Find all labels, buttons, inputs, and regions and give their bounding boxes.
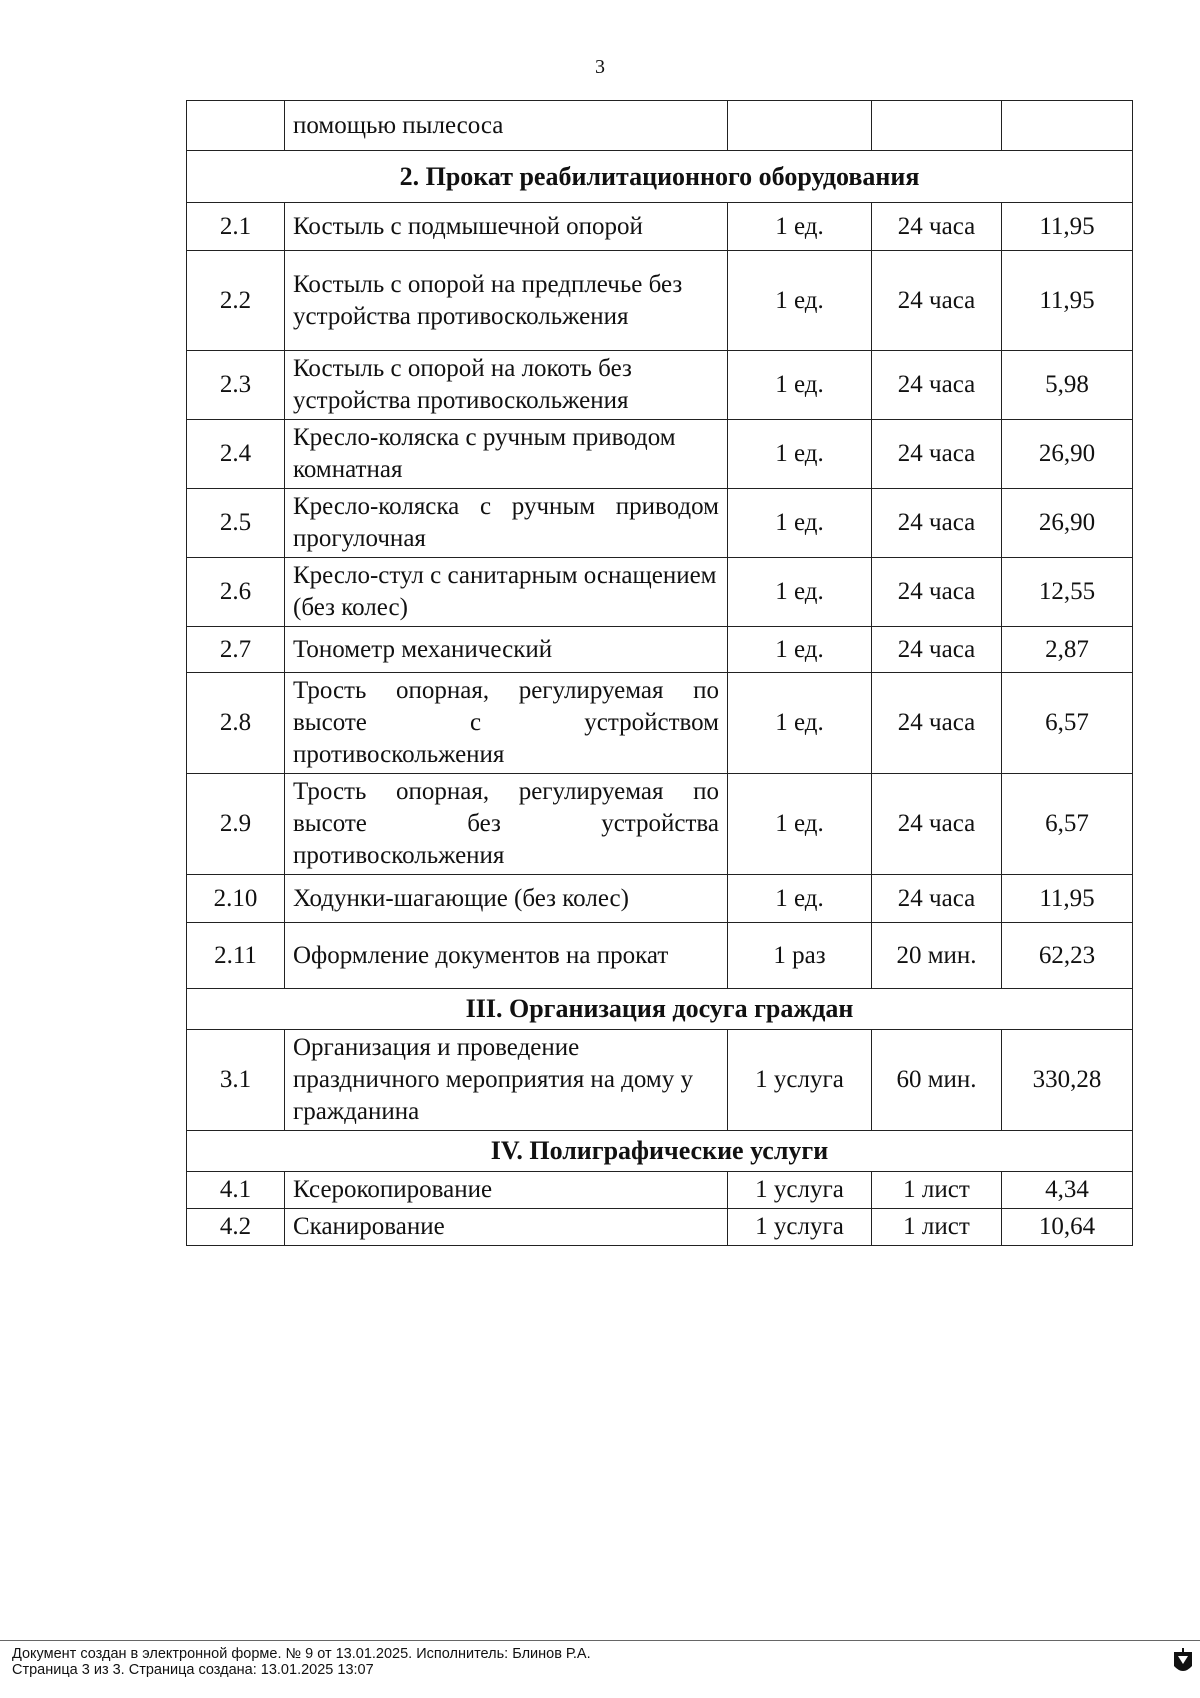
price-cell: 11,95	[1002, 251, 1133, 351]
table-row	[187, 203, 1133, 251]
row-number: 2.1	[187, 203, 285, 251]
service-name: Костыль с подмышечной опорой	[285, 203, 728, 251]
table-row	[187, 251, 1133, 351]
tariff-table	[186, 100, 1133, 1246]
unit-cell: 1 раз	[728, 923, 872, 989]
service-name: Ходунки-шагающие (без колес)	[285, 875, 728, 923]
time-cell: 60 мин.	[872, 1030, 1002, 1131]
unit-cell: 1 ед.	[728, 774, 872, 875]
footer-document-info: Документ создан в электронной форме. № 9 от 13.01.2025. Исполнитель: Блинов Р.А.	[12, 1646, 591, 1662]
time-cell: 24 часа	[872, 774, 1002, 875]
time-cell: 1 лист	[872, 1172, 1002, 1209]
row-number: 2.5	[187, 489, 285, 558]
row-number: 2.6	[187, 558, 285, 627]
service-name: Трость опорная, регулируемая по высоте без устройства противоскольжения	[285, 774, 728, 875]
time-cell: 24 часа	[872, 875, 1002, 923]
service-name: Организация и проведение праздничного мероприятия на дому у гражданина	[285, 1030, 728, 1131]
row-number: 3.1	[187, 1030, 285, 1131]
price-cell	[1002, 101, 1133, 151]
table-row	[187, 1172, 1133, 1209]
price-cell: 26,90	[1002, 420, 1133, 489]
service-name: Сканирование	[285, 1209, 728, 1246]
time-cell: 24 часа	[872, 489, 1002, 558]
price-cell: 330,28	[1002, 1030, 1133, 1131]
service-name: Тонометр механический	[285, 627, 728, 673]
unit-cell: 1 ед.	[728, 627, 872, 673]
price-cell: 2,87	[1002, 627, 1133, 673]
price-cell: 11,95	[1002, 875, 1133, 923]
row-number	[187, 101, 285, 151]
service-name: Оформление документов на прокат	[285, 923, 728, 989]
table-row	[187, 558, 1133, 627]
table-row	[187, 420, 1133, 489]
service-name: помощью пылесоса	[285, 101, 728, 151]
footer-page-info: Страница 3 из 3. Страница создана: 13.01.2025 13:07	[12, 1662, 374, 1678]
price-cell: 62,23	[1002, 923, 1133, 989]
row-number: 4.2	[187, 1209, 285, 1246]
footer-divider	[0, 1640, 1200, 1641]
table-row	[187, 875, 1133, 923]
time-cell: 20 мин.	[872, 923, 1002, 989]
unit-cell: 1 услуга	[728, 1209, 872, 1246]
table-row	[187, 351, 1133, 420]
service-name: Ксерокопирование	[285, 1172, 728, 1209]
price-cell: 5,98	[1002, 351, 1133, 420]
time-cell: 24 часа	[872, 627, 1002, 673]
service-name: Трость опорная, регулируемая по высоте с устройством противоскольжения	[285, 673, 728, 774]
unit-cell: 1 ед.	[728, 420, 872, 489]
unit-cell: 1 услуга	[728, 1172, 872, 1209]
service-name: Костыль с опорой на локоть без устройства противоскольжения	[285, 351, 728, 420]
price-cell: 12,55	[1002, 558, 1133, 627]
unit-cell: 1 ед.	[728, 875, 872, 923]
unit-cell: 1 ед.	[728, 203, 872, 251]
time-cell: 24 часа	[872, 558, 1002, 627]
price-cell: 6,57	[1002, 673, 1133, 774]
service-name: Кресло-коляска с ручным приводом прогулочная	[285, 489, 728, 558]
table-row	[187, 1030, 1133, 1131]
row-number: 2.11	[187, 923, 285, 989]
price-cell: 11,95	[1002, 203, 1133, 251]
row-number: 2.10	[187, 875, 285, 923]
section-title: IV. Полиграфические услуги	[187, 1131, 1133, 1172]
table-row	[187, 673, 1133, 774]
price-cell: 6,57	[1002, 774, 1133, 875]
document-footer	[12, 1646, 591, 1678]
row-number: 2.7	[187, 627, 285, 673]
time-cell: 24 часа	[872, 203, 1002, 251]
unit-cell: 1 ед.	[728, 489, 872, 558]
unit-cell: 1 ед.	[728, 558, 872, 627]
time-cell	[872, 101, 1002, 151]
time-cell: 24 часа	[872, 420, 1002, 489]
table-row	[187, 489, 1133, 558]
unit-cell	[728, 101, 872, 151]
row-number: 2.2	[187, 251, 285, 351]
unit-cell: 1 ед.	[728, 673, 872, 774]
coat-of-arms-icon	[1172, 1648, 1194, 1678]
table-row	[187, 1209, 1133, 1246]
price-cell: 4,34	[1002, 1172, 1133, 1209]
table-row	[187, 774, 1133, 875]
service-name: Костыль с опорой на предплечье без устройства противоскольжения	[285, 251, 728, 351]
time-cell: 24 часа	[872, 351, 1002, 420]
page-number: 3	[595, 56, 605, 78]
row-number: 4.1	[187, 1172, 285, 1209]
unit-cell: 1 ед.	[728, 251, 872, 351]
row-number: 2.4	[187, 420, 285, 489]
row-number: 2.9	[187, 774, 285, 875]
section-title: 2. Прокат реабилитационного оборудования	[187, 151, 1133, 203]
section-header-row	[187, 989, 1133, 1030]
table-row	[187, 627, 1133, 673]
table-row	[187, 101, 1133, 151]
price-cell: 26,90	[1002, 489, 1133, 558]
section-title: III. Организация досуга граждан	[187, 989, 1133, 1030]
row-number: 2.3	[187, 351, 285, 420]
time-cell: 24 часа	[872, 673, 1002, 774]
table-row	[187, 923, 1133, 989]
unit-cell: 1 услуга	[728, 1030, 872, 1131]
section-header-row	[187, 151, 1133, 203]
service-name: Кресло-стул с санитарным оснащением (без колес)	[285, 558, 728, 627]
service-name: Кресло-коляска с ручным приводом комнатная	[285, 420, 728, 489]
time-cell: 1 лист	[872, 1209, 1002, 1246]
unit-cell: 1 ед.	[728, 351, 872, 420]
time-cell: 24 часа	[872, 251, 1002, 351]
section-header-row	[187, 1131, 1133, 1172]
row-number: 2.8	[187, 673, 285, 774]
price-cell: 10,64	[1002, 1209, 1133, 1246]
